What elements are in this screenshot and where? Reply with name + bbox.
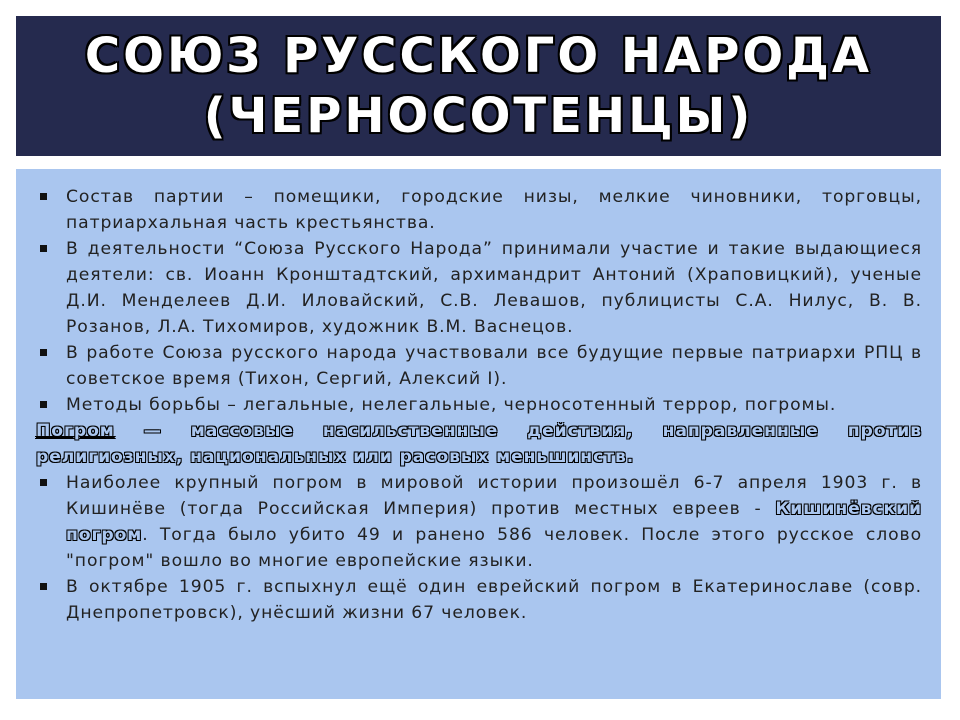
bullet-item — [36, 470, 922, 574]
kishinev-pogrom-highlight: Кишинёвский погром — [66, 499, 922, 545]
definition-term: Погром — [36, 421, 115, 441]
pogrom-definition — [36, 418, 922, 470]
bullet-text: Методы борьбы – легальные, нелегальные, черносотенный террор, погромы. — [66, 395, 837, 415]
bullet-text: В октябре 1905 г. вспыхнул ещё один еврейский погром в Екатеринославе (совр. Днепропетровск), унёсший жизни 67 человек. — [66, 577, 922, 623]
bullet-item — [36, 392, 922, 418]
bullet-item — [36, 236, 922, 340]
bullet-text-after: . Тогда было убито 49 и ранено 586 человек. После этого русское слово "погром" вошло во многие европейские языки. — [66, 525, 922, 571]
definition-text: — массовые насильственные действия, направленные против религиозных, национальных или расовых меньшинств. — [36, 421, 922, 467]
bullet-text: В деятельности “Союза Русского Народа” принимали участие и такие выдающиеся деятели: св. Иоанн Кронштадтский, архимандрит Антоний (Храповицкий), ученые Д.И. Менделеев Д.И. Иловайский, С.В. Левашов, публицисты С.А. Нилус, В. В. Розанов, Л.А. Тихомиров, художник В.М. Васнецов. — [66, 239, 922, 337]
slide-title-line-1: СОЮЗ РУССКОГО НАРОДА — [84, 28, 873, 84]
bullet-item — [36, 340, 922, 392]
bullet-text: Состав партии – помещики, городские низы, мелкие чиновники, торговцы, патриархальная часть крестьянства. — [66, 187, 922, 233]
content-body — [36, 184, 922, 626]
bullet-text-before: Наиболее крупный погром в мировой истории произошёл 6-7 апреля 1903 г. в Кишинёве (тогда Российская Империя) против местных евреев - — [66, 473, 922, 519]
bullet-item — [36, 574, 922, 626]
bullet-text: В работе Союза русского народа участвовали все будущие первые патриархи РПЦ в советское время (Тихон, Сергий, Алексий I). — [66, 343, 922, 389]
bullet-item — [36, 184, 922, 236]
slide-title — [16, 26, 941, 146]
slide-title-line-2: (ЧЕРНОСОТЕНЦЫ) — [203, 88, 754, 144]
